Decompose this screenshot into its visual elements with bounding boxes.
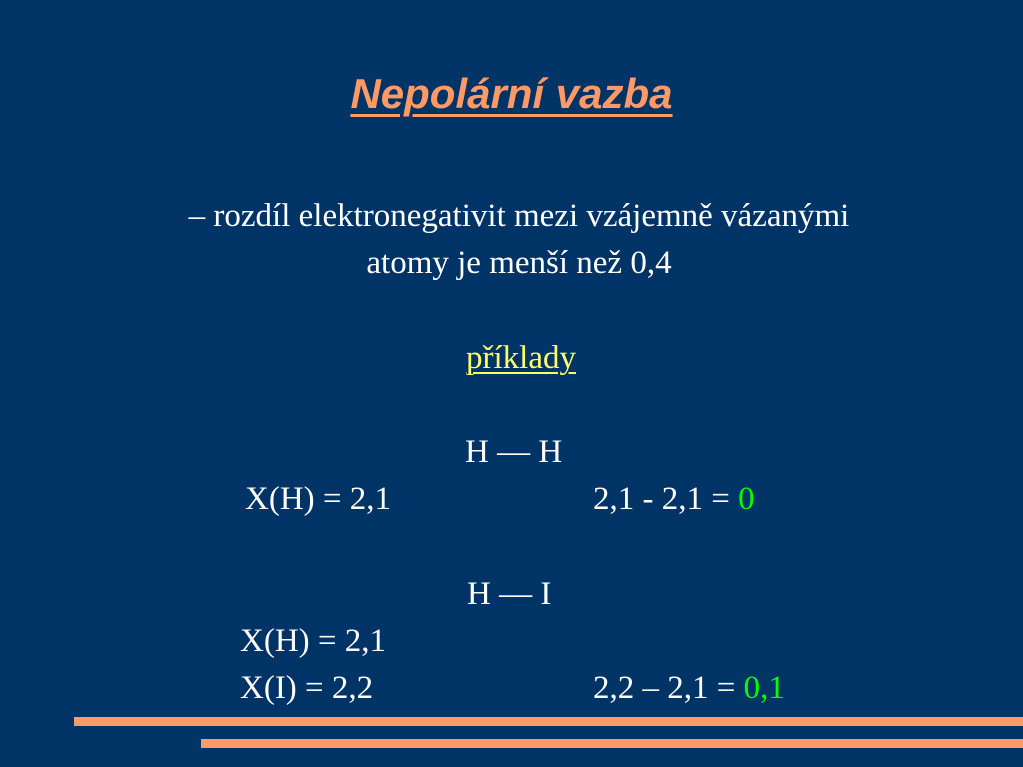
example2-electronegativity-h: X(H) = 2,1: [240, 623, 387, 659]
example1-electronegativity: X(H) = 2,1: [245, 481, 392, 517]
decor-bar-top: [74, 717, 1023, 726]
slide-title: [0, 64, 1023, 124]
example1-molecule: H — H: [465, 434, 563, 470]
definition-line-2: atomy je menší než 0,4: [366, 245, 672, 281]
example1-difference-expression: 2,1 - 2,1 =: [593, 481, 739, 517]
examples-heading: [0, 335, 1023, 382]
example2-difference-expression: 2,2 – 2,1 =: [593, 670, 744, 706]
example2-difference: [593, 668, 785, 708]
example2-electronegativity-i: X(I) = 2,2: [240, 670, 374, 706]
definition-line-1: – rozdíl elektronegativit mezi vzájemně vázanými: [188, 198, 850, 234]
example1-difference: [593, 479, 755, 519]
example2-molecule: H — I: [467, 576, 552, 612]
definition-text: [60, 193, 978, 287]
example2-difference-result: 0,1: [743, 670, 785, 706]
decor-bar-bottom: [201, 739, 1023, 748]
example1-difference-result: 0: [738, 481, 755, 517]
slide-title-text: Nepolární vazba: [350, 70, 673, 117]
examples-heading-text: příklady: [466, 340, 576, 376]
